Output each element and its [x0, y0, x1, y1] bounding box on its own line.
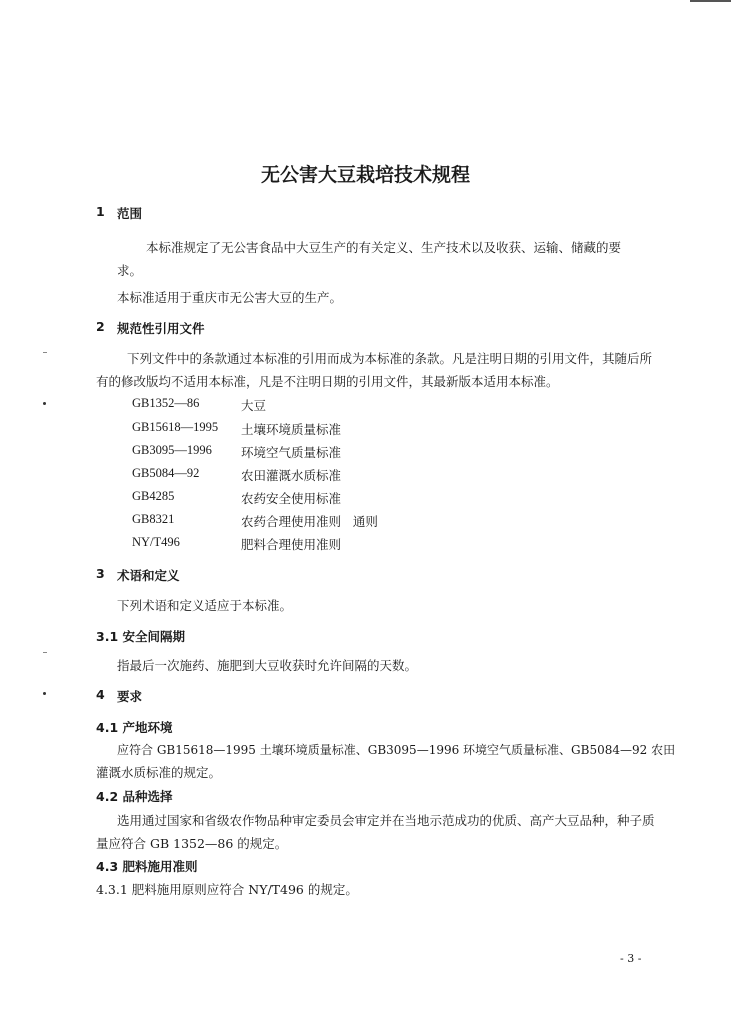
paragraph: 指最后一次施药、施肥到大豆收获时允许间隔的天数。: [117, 658, 418, 673]
paragraph-line: 灌溉水质标准的规定。: [96, 765, 222, 780]
reference-name: 土壤环境质量标准: [241, 422, 342, 437]
reference-code: GB15618—1995: [132, 420, 219, 434]
paragraph-line: 下列文件中的条款通过本标准的引用而成为本标准的条款。凡是注明日期的引用文件，其随后所: [127, 351, 653, 366]
paragraph-line: 量应符合 GB 1352—86 的规定。: [96, 836, 288, 851]
subsection-heading: 4.1 产地环境: [96, 720, 173, 735]
paragraph-line: 本标准规定了无公害食品中大豆生产的有关定义、生产技术以及收获、运输、储藏的要: [146, 240, 622, 255]
section-number: 2: [96, 319, 105, 334]
section-number: 4: [96, 687, 105, 702]
paragraph: 本标准适用于重庆市无公害大豆的生产。: [117, 290, 343, 305]
paragraph-line: 应符合 GB15618—1995 土壤环境质量标准、GB3095—1996 环境空气质量标准、GB5084—92 农田: [117, 743, 676, 757]
section-number: 1: [96, 204, 105, 219]
subsection-heading: 4.2 品种选择: [96, 789, 173, 804]
reference-name: 大豆: [241, 398, 267, 413]
reference-code: GB4285: [132, 489, 175, 503]
document-title: 无公害大豆栽培技术规程: [260, 164, 470, 186]
subsection-heading: 4.3 肥料施用准则: [96, 859, 198, 874]
paragraph: 下列术语和定义适应于本标准。: [117, 598, 293, 613]
scan-mark: [43, 402, 46, 405]
reference-code: NY/T496: [132, 535, 180, 549]
scan-mark: [43, 352, 47, 353]
page-number: - 3 -: [620, 952, 642, 965]
section-heading: 要求: [117, 689, 143, 704]
paragraph-line: 求。: [117, 263, 143, 278]
subsection-heading: 3.1 安全间隔期: [96, 629, 185, 644]
reference-name: 环境空气质量标准: [241, 445, 342, 460]
section-number: 3: [96, 566, 105, 581]
reference-name: 肥料合理使用准则: [241, 537, 342, 552]
scan-mark: [43, 692, 46, 695]
paragraph-line: 有的修改版均不适用本标准，凡是不注明日期的引用文件，其最新版本适用本标准。: [96, 374, 559, 389]
reference-name: 农药安全使用标准: [241, 491, 342, 506]
scan-edge-line: [690, 0, 731, 2]
reference-name: 农药合理使用准则 通则: [241, 514, 378, 529]
reference-code: GB3095—1996: [132, 443, 212, 457]
reference-code: GB8321: [132, 512, 175, 526]
reference-code: GB5084—92: [132, 466, 200, 480]
paragraph-line: 选用通过国家和省级农作物品种审定委员会审定并在当地示范成功的优质、高产大豆品种，种子质: [117, 813, 655, 828]
paragraph-line: 4.3.1 肥料施用原则应符合 NY/T496 的规定。: [96, 882, 358, 897]
section-heading: 规范性引用文件: [117, 321, 205, 336]
section-heading: 术语和定义: [117, 568, 180, 583]
section-heading: 范围: [117, 206, 143, 221]
reference-name: 农田灌溉水质标准: [241, 468, 342, 483]
scan-mark: [43, 652, 47, 653]
reference-code: GB1352—86: [132, 396, 200, 410]
